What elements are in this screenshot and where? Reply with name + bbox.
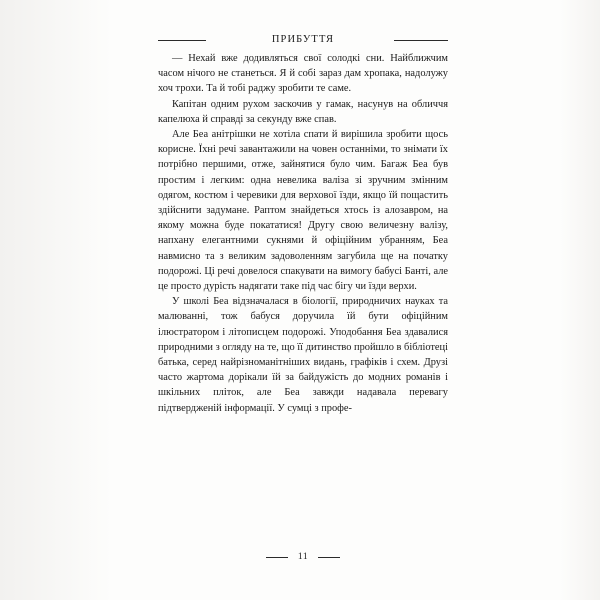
folio-dash-right bbox=[318, 557, 340, 558]
paragraph: Але Беа анітрішки не хотіла спати й вирішила зробити щось корисне. Їхні речі завантажили на човен останніми, то знімати їх потрібно першими, отже, зайнятися було чим. Багаж Беа був простим і легким: одна невелика валіза зі зручним змінним одягом, костюм і черевики для верхової їзди, якщо їй пощастить здійснити задумане. Раптом знайдеться хтось із алозавром, на якому можна буде покататися! Другу свою величезну валізу, напхану елегантними сукнями й офіційним убранням, Беа навмисно та з великим задоволенням загубила ще на початку подорожі. Ці речі довелося спакувати на вимогу бабусі Банті, але це просто дурість надягати таке під час бігу чи їзди верхи. bbox=[158, 129, 448, 293]
paragraph: — Нехай вже додивляться свої солодкі сни. Найближчим часом нічого не станеться. Я й собі зараз дам хропака, надолужу хоч трохи. Та й тобі раджу зробити те саме. bbox=[158, 53, 448, 95]
folio-number: 11 bbox=[297, 552, 309, 562]
paragraph: Капітан одним рухом заскочив у гамак, насунув на обличчя капелюха й справді за секунду вже спав. bbox=[158, 98, 448, 125]
folio-dash-left bbox=[266, 557, 288, 558]
page-number bbox=[158, 552, 448, 562]
text-column bbox=[158, 34, 448, 416]
running-head: ПРИБУТТЯ bbox=[271, 34, 335, 45]
paragraph: У школі Беа відзначалася в біології, природничих науках та малюванні, тож бабуся доручила їй бути офіційним ілюстратором і літописцем подорожі. Уподобання Беа здавалися природними з огляду на те, що її дитинство пройшло в бібліотеці батька, серед найрізноманітніших видань, графіків і схем. Друзі часто жартома дорікали їй за байдужість до модних романів і шкільних пліток, але Беа завжди надавала перевагу підтвердженій інформації. У сумці з профе- bbox=[158, 296, 448, 414]
body-text bbox=[158, 51, 448, 416]
